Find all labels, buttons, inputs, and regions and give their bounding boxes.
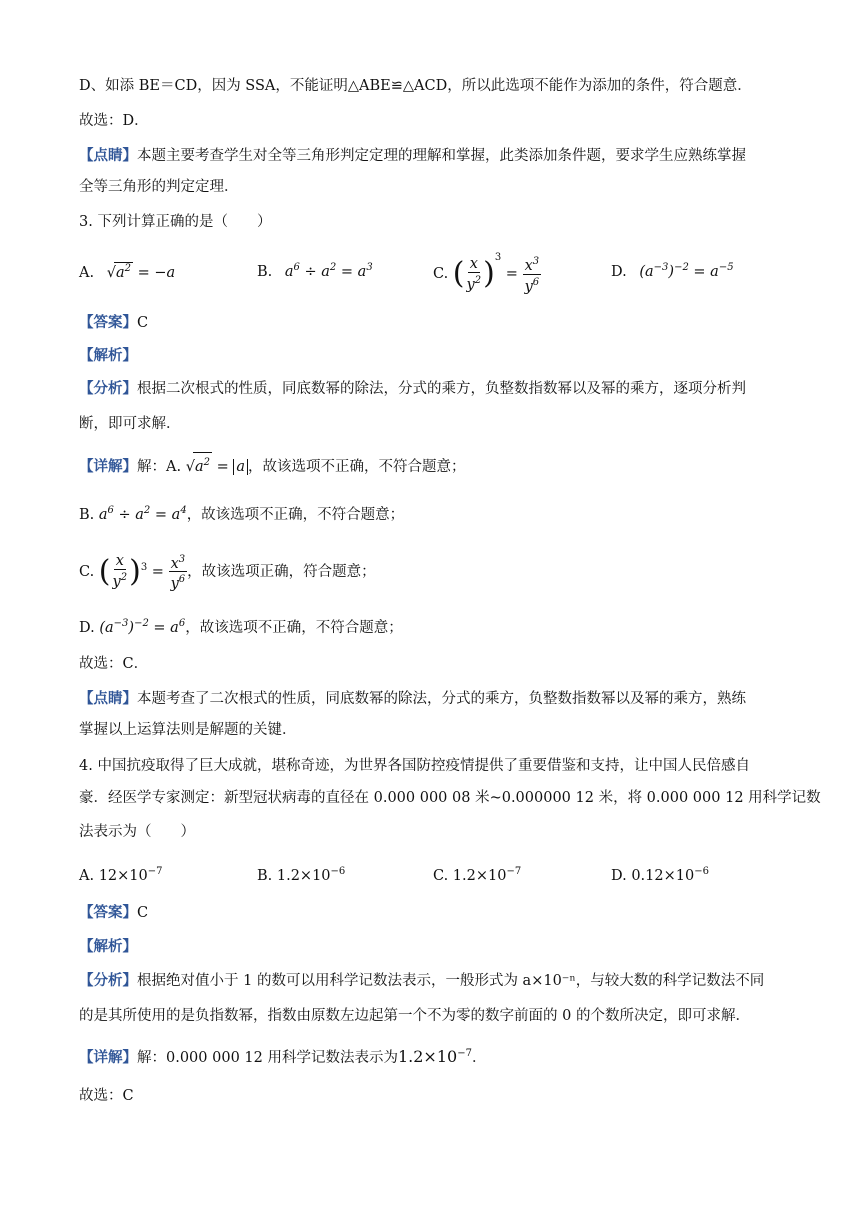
option-text: C. 1.2×10: [433, 867, 507, 884]
text-line: 全等三角形的判定定理．: [79, 179, 239, 195]
answer-value: C: [137, 905, 149, 921]
section-tag: 【点睛】: [79, 147, 137, 164]
exponent: −7: [506, 866, 522, 877]
question-3: 3. 下列计算正确的是（ ）: [79, 214, 272, 230]
text-line: 法表示为（ ）: [79, 824, 195, 840]
question-4: 4. 中国抗疫取得了巨大成就，堪称奇迹，为世界各国防控疫情提供了重要借鉴和支持，让中国人民倍感自: [79, 758, 750, 774]
exponent: −6: [330, 866, 346, 877]
formula: 1.2×10: [397, 1046, 458, 1066]
text: C.: [79, 563, 95, 580]
text: ，故该选项不正确，不符合题意；: [248, 458, 466, 475]
text-line: 的是其所使用的是负指数幂，指数由原数左边起第一个不为零的数字前面的 0 的个数所决定，即可求解．: [79, 1008, 750, 1024]
text-line: D. $(a^{-3})^{-2} = a^6$，故该选项不正确，不符合题意；: [79, 618, 403, 636]
q3-option-d: D. $(a^{-3})^{-2} = a^{-5}$: [611, 262, 734, 280]
text-line: D、如添 BE＝CD，因为 SSA，不能证明△ABE≌△ACD，所以此选项不能作为添加的条件，符合题意．: [79, 78, 752, 94]
answer-tag: 【答案】: [79, 904, 137, 921]
text-line: [79, 689, 746, 709]
answer-3: [79, 313, 148, 333]
exponent: −7: [147, 866, 163, 877]
option-label: A.: [79, 264, 95, 281]
section-tag: 【点睛】: [79, 690, 137, 707]
text-line: 故选：D．: [79, 113, 149, 129]
text-line: C. ( $\frac{x}{y^2}$ )$^3$ = $\frac{x^3}{y^6}$ ，故该选项正确，符合题意；: [79, 553, 376, 593]
q3-option-a: A. $√a^2 = -a$: [79, 263, 176, 281]
text-line: 豪．经医学专家测定：新型冠状病毒的直径在 0.000 000 08 米~0.000000 12 米，将 0.000 000 12 用科学记数: [79, 790, 821, 806]
text: ，故该选项正确，符合题意；: [187, 563, 376, 580]
option-text: D. 0.12×10: [611, 867, 695, 884]
text: 本题考查了二次根式的性质，同底数幂的除法，分式的乘方，负整数指数幂以及幂的乘方，熟练: [137, 691, 746, 707]
text-line: 【详解】解：A. $√a^2 = a$ ，故该选项不正确，不符合题意；: [79, 452, 466, 477]
q4-option-b: [257, 866, 345, 884]
q3-option-b: B. $a^6 \div a^2 = a^3$: [257, 262, 373, 280]
analysis-tag: 【解析】: [79, 347, 137, 364]
section-tag: 【详解】: [79, 457, 137, 475]
option-label: B.: [257, 263, 273, 280]
answer-tag: 【答案】: [79, 314, 137, 331]
option-text: B. 1.2×10: [257, 867, 331, 884]
text-line: [79, 146, 746, 166]
section-tag: 【分析】: [79, 972, 137, 989]
text-line: 故选：C: [79, 1088, 134, 1104]
text-line: 断，即可求解．: [79, 416, 181, 432]
exponent: −7: [457, 1048, 472, 1059]
text: 根据二次根式的性质，同底数幂的除法，分式的乘方，负整数指数幂以及幂的乘方，逐项分析判: [137, 381, 746, 397]
text-line: 掌握以上运算法则是解题的关键．: [79, 722, 297, 738]
answer-value: C: [137, 315, 149, 331]
text: 本题主要考查学生对全等三角形判定定理的理解和掌握，此类添加条件题，要求学生应熟练掌握: [137, 148, 746, 164]
text-line: [79, 1044, 486, 1068]
text: ，故该选项不正确，不符合题意；: [186, 506, 405, 523]
analysis-tag: 【解析】: [79, 938, 137, 955]
text-line: [79, 379, 746, 399]
q4-option-d: [611, 866, 709, 884]
option-text: A. 12×10: [79, 867, 148, 884]
text: 解：A.: [137, 458, 182, 475]
option-label: C.: [433, 266, 449, 282]
q4-option-a: [79, 866, 163, 884]
section-tag: 【分析】: [79, 380, 137, 397]
text: 解：0.000 000 12 用科学记数法表示为: [137, 1049, 398, 1066]
text: D.: [79, 619, 95, 636]
option-label: D.: [611, 263, 627, 280]
answer-4: [79, 903, 148, 923]
text: ．: [471, 1049, 487, 1066]
text-line: B. $a^6 \div a^2 = a^4$，故该选项不正确，不符合题意；: [79, 505, 405, 523]
q4-option-c: [433, 866, 521, 884]
text: B.: [79, 506, 95, 523]
text-line: [79, 971, 764, 991]
text: ，故该选项不正确，不符合题意；: [185, 619, 403, 636]
text: 根据绝对值小于 1 的数可以用科学记数法表示，一般形式为 a×10⁻ⁿ，与较大数的科学记数法不同: [137, 973, 765, 989]
q3-option-c: C. ( $\frac{x}{y^2}$ )$^3$ = $\frac{x^3}{y^6}$: [433, 252, 540, 295]
exponent: −6: [694, 866, 709, 877]
text-line: 故选：C．: [79, 656, 149, 672]
section-tag: 【详解】: [79, 1048, 137, 1066]
